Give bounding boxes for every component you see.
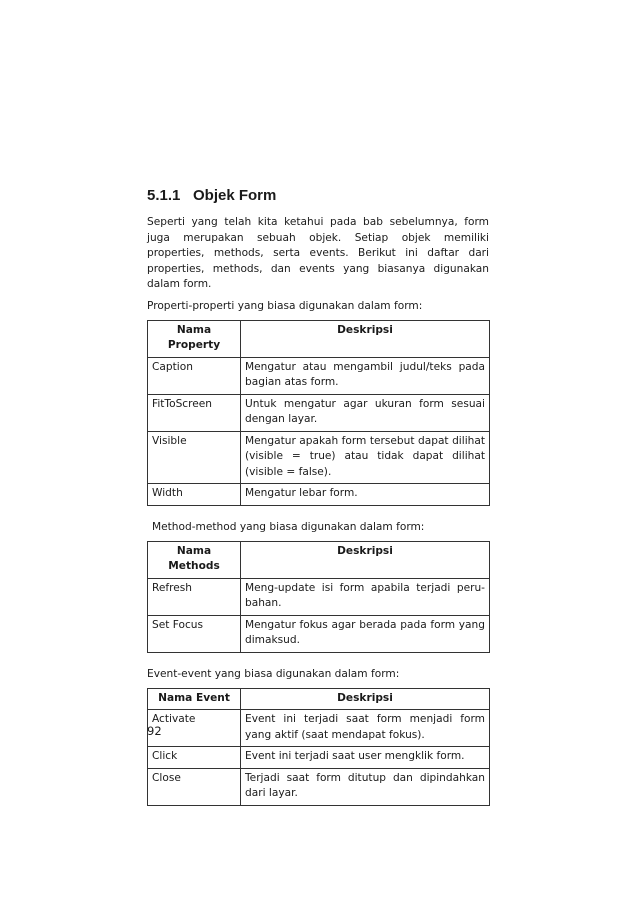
page-content [147,186,489,820]
section-number: 5.1.1 [147,187,181,204]
table-header-row [148,320,490,357]
property-description: Mengatur atau mengambil judul/teks pada bagian atas form. [241,357,490,394]
event-name: Close [148,768,241,805]
table-row [148,578,490,615]
section-heading [147,186,489,206]
table-header-row [148,688,490,710]
table-row [148,431,490,484]
event-name: Activate [148,710,241,747]
table-row [148,768,490,805]
column-header-name: Nama Property [148,320,241,357]
table-row [148,394,490,431]
events-caption: Event-event yang biasa digunakan dalam form: [147,667,400,680]
properties-table [147,320,490,506]
event-description: Event ini terjadi saat form menjadi form yang aktif (saat mendapat fokus). [241,710,490,747]
event-name: Click [148,747,241,769]
section-title: Objek Form [193,187,277,204]
property-description: Untuk mengatur agar ukuran form sesuai dengan layar. [241,394,490,431]
method-name: Set Focus [148,615,241,652]
properties-caption: Properti-properti yang biasa digunakan dalam form: [147,299,423,312]
property-description: Mengatur lebar form. [241,484,490,506]
page-number: 92 [147,724,162,738]
table-header-row [148,541,490,578]
column-header-name: Nama Event [148,688,241,710]
property-name: FitToScreen [148,394,241,431]
column-header-description: Deskripsi [241,320,490,357]
method-description: Mengatur fokus agar berada pada form yang dimaksud. [241,615,490,652]
property-name: Caption [148,357,241,394]
column-header-description: Deskripsi [241,541,490,578]
column-header-description: Deskripsi [241,688,490,710]
intro-paragraph: Seperti yang telah kita ketahui pada bab sebelumnya, form juga merupakan sebuah objek. Setiap objek memiliki properties, methods, serta events. Berikut ini daftar dari properties, methods, dan events yang biasanya digunakan dalam form. [147,216,489,290]
methods-table [147,541,490,653]
events-table [147,688,490,806]
table-row [148,710,490,747]
methods-caption: Method-method yang biasa digunakan dalam form: [152,520,425,533]
table-row [148,357,490,394]
property-name: Width [148,484,241,506]
column-header-name: Nama Methods [148,541,241,578]
property-name: Visible [148,431,241,484]
table-row [148,747,490,769]
event-description: Event ini terjadi saat user mengklik form. [241,747,490,769]
table-row [148,615,490,652]
table-row [148,484,490,506]
method-name: Refresh [148,578,241,615]
event-description: Terjadi saat form ditutup dan dipindahkan dari layar. [241,768,490,805]
property-description: Mengatur apakah form tersebut dapat dilihat (visible = true) atau tidak dapat dilihat (visible = false). [241,431,490,484]
method-description: Meng-update isi form apabila terjadi peru-bahan. [241,578,490,615]
